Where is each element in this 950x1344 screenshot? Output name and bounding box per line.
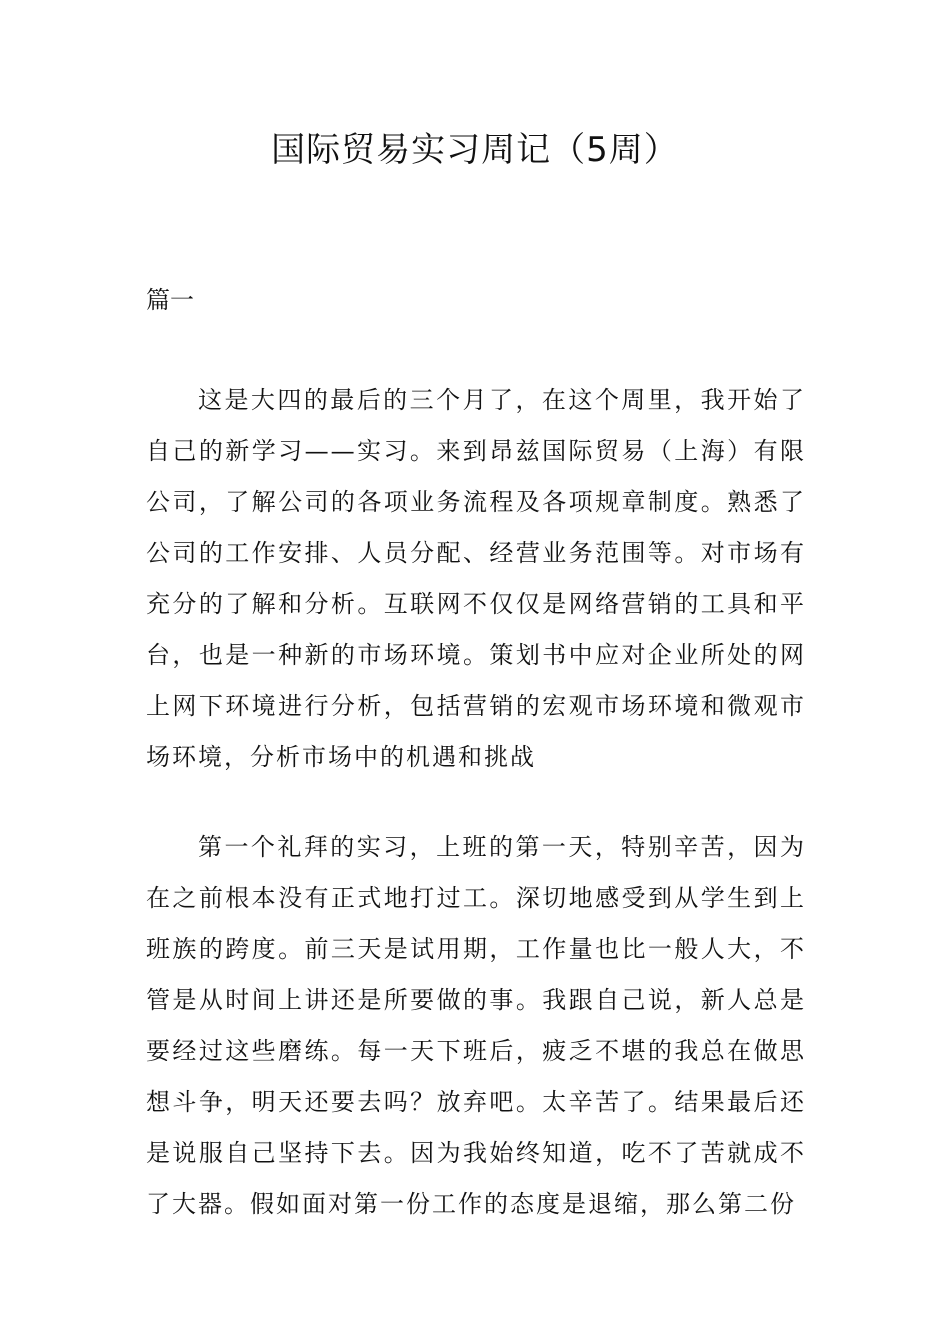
body-paragraph: 这是大四的最后的三个月了，在这个周里，我开始了自己的新学习——实习。来到昂兹国际贸易（上海）有限公司，了解公司的各项业务流程及各项规章制度。熟悉了公司的工作安排、人员分配、经营业务范围等。对市场有充分的了解和分析。互联网不仅仅是网络营销的工具和平台，也是一种新的市场环境。策划书中应对企业所处的网上网下环境进行分析，包括营销的宏观市场环境和微观市场环境，分析市场中的机遇和挑战 [146,386,806,771]
body-paragraph: 第一个礼拜的实习，上班的第一天，特别辛苦，因为在之前根本没有正式地打过工。深切地感受到从学生到上班族的跨度。前三天是试用期，工作量也比一般人大，不管是从时间上讲还是所要做的事。我跟自己说，新人总是要经过这些磨练。每一天下班后，疲乏不堪的我总在做思想斗争，明天还要去吗？放弃吧。太辛苦了。结果最后还是说服自己坚持下去。因为我始终知道，吃不了苦就成不了大器。假如面对第一份工作的态度是退缩，那么第二份 [146,833,806,1218]
section-label: 篇一 [146,286,194,314]
document-title: 国际贸易实习周记（5周） [271,130,679,170]
